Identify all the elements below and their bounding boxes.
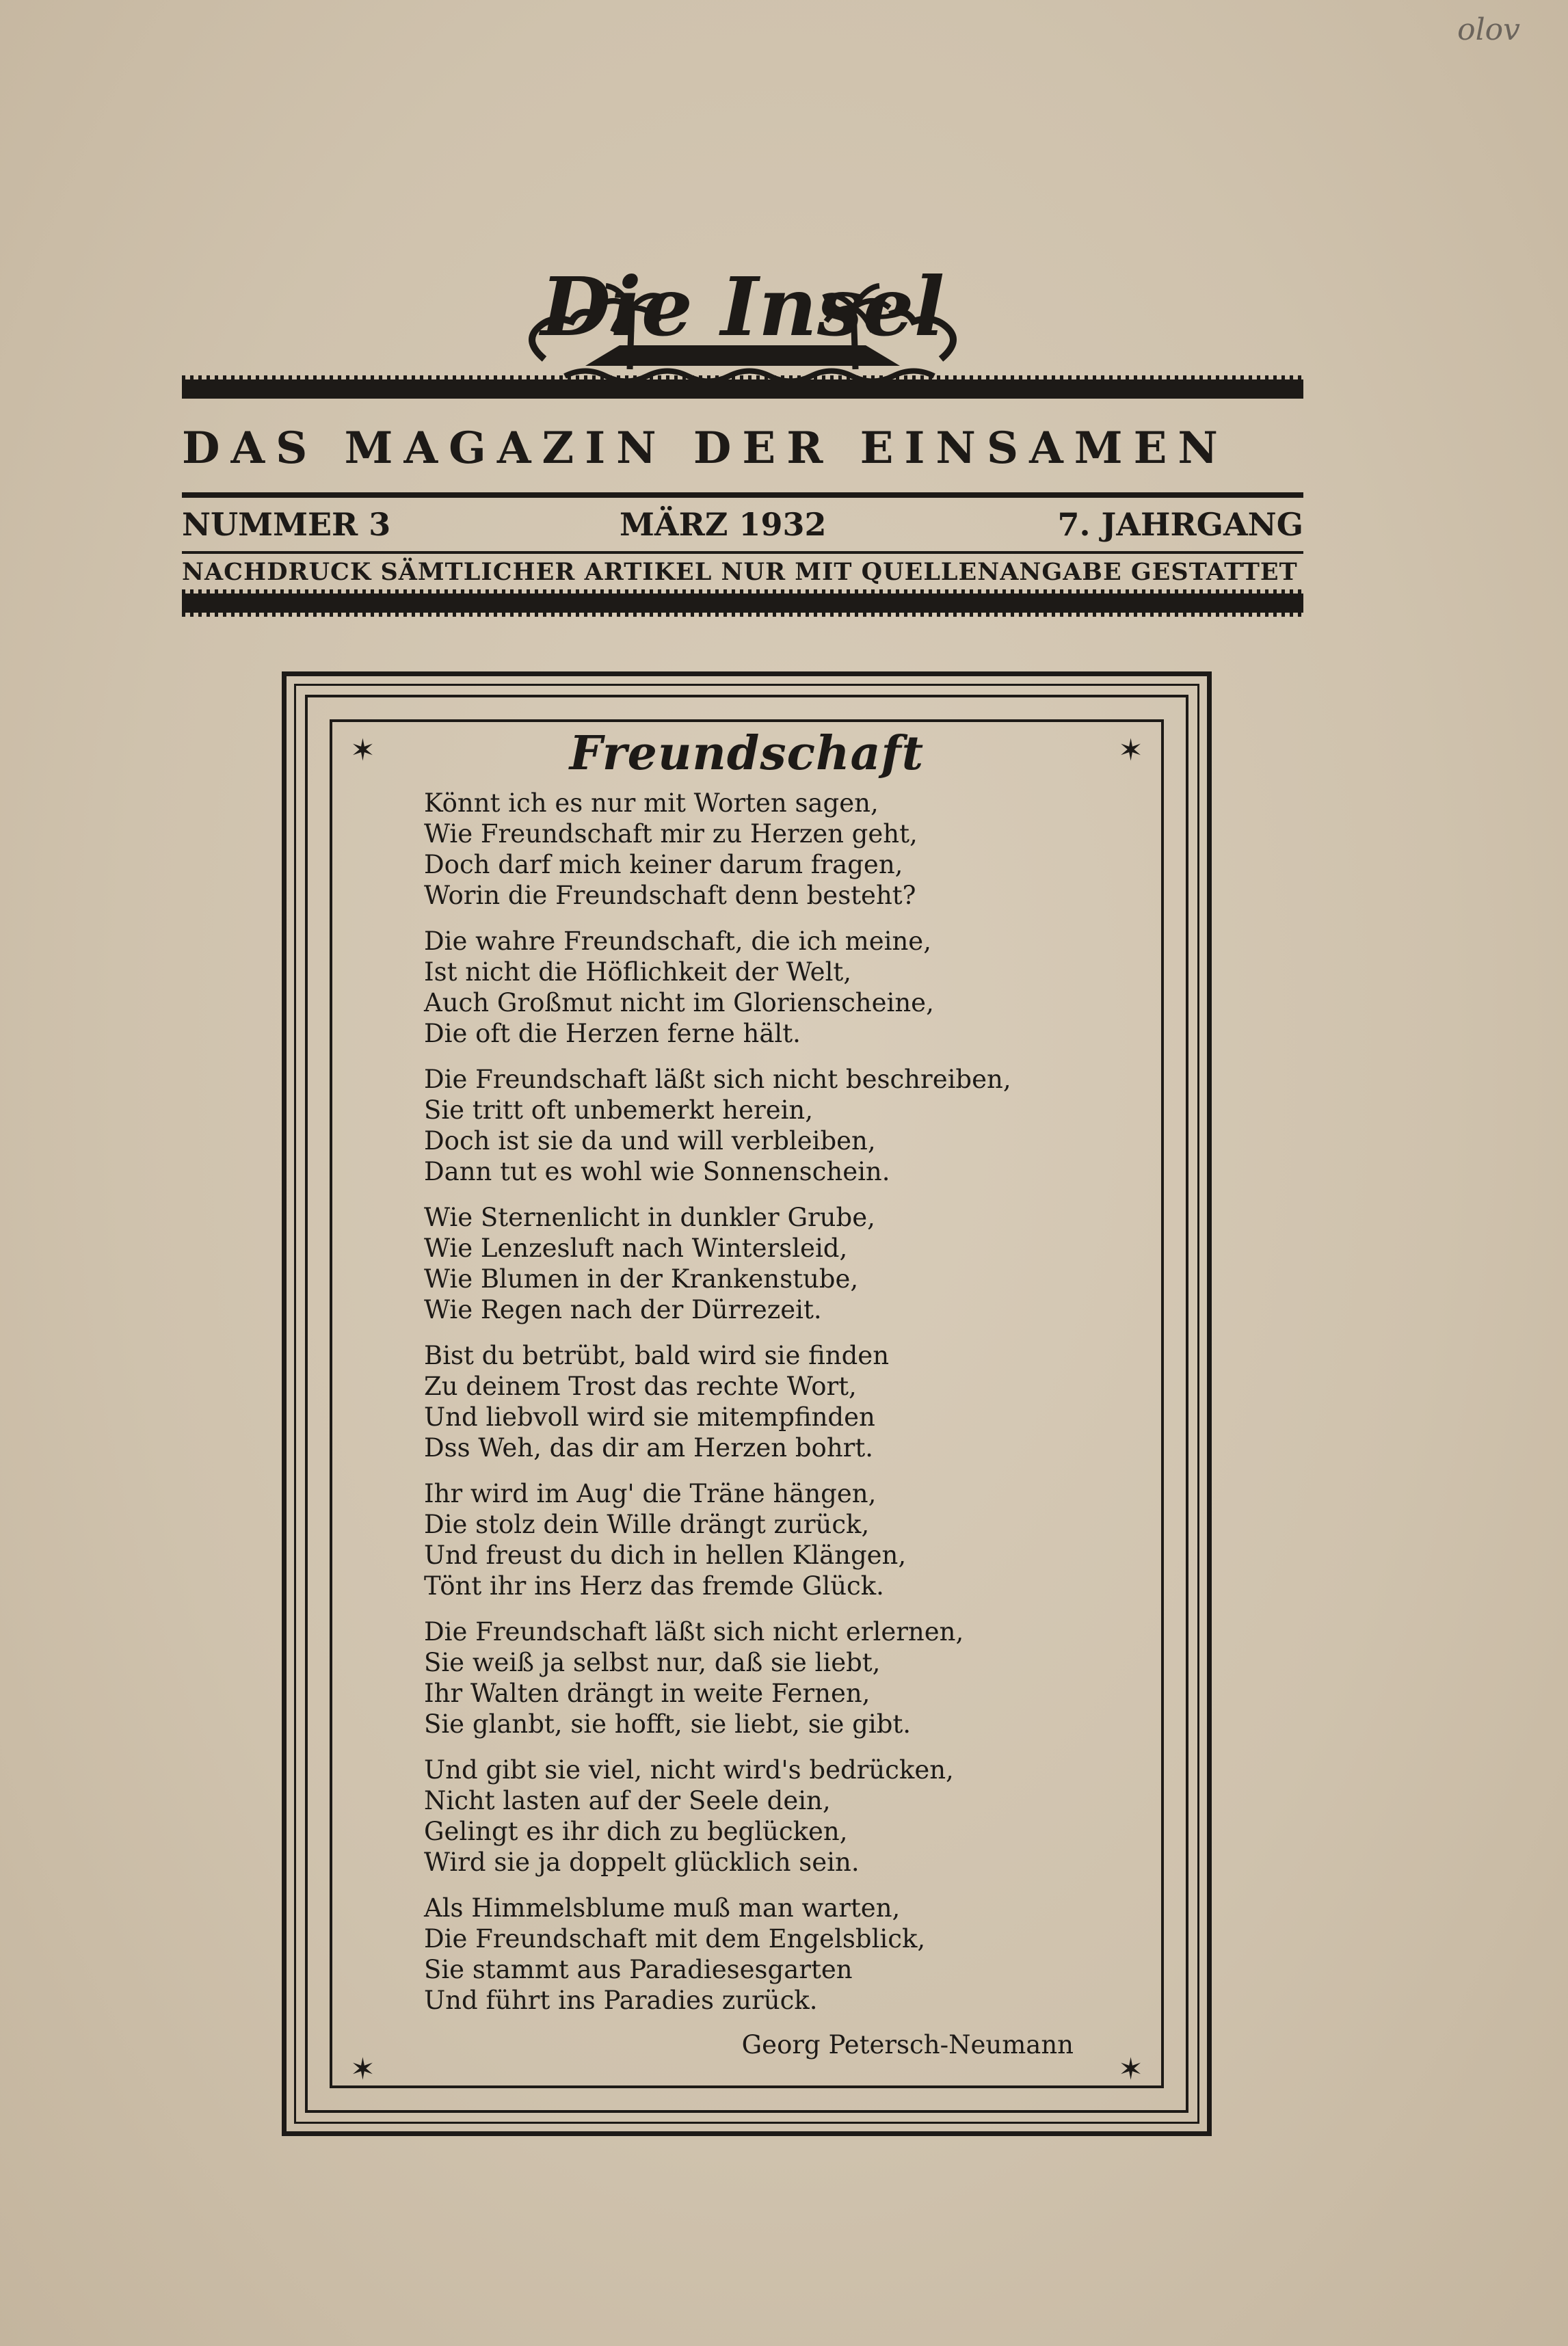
poem-line: Die Freundschaft mit dem Engelsblick, <box>424 1924 926 1954</box>
poem-line: Ihr Walten drängt in weite Fernen, <box>424 1679 871 1708</box>
poem-line: Und gibt sie viel, nicht wird's bedrücken, <box>424 1755 954 1785</box>
stanza <box>424 1616 1108 1739</box>
poem-line: Die oft die Herzen ferne hält. <box>424 1019 801 1048</box>
poem-line: Dss Weh, das dir am Herzen bohrt. <box>424 1433 873 1463</box>
poem-line: Wie Lenzesluft nach Wintersleid, <box>424 1234 848 1263</box>
poem-line: Die wahre Freundschaft, die ich meine, <box>424 927 931 956</box>
poem-line: Die stolz dein Wille drängt zurück, <box>424 1510 870 1539</box>
poem-line: Ihr wird im Aug' die Träne hängen, <box>424 1479 877 1508</box>
star-ornament-icon: ✶ <box>1118 2052 1143 2087</box>
stanza <box>424 1064 1108 1187</box>
stanza <box>424 926 1108 1049</box>
poem-line: Bist du betrübt, bald wird sie finden <box>424 1341 890 1370</box>
stanza <box>424 1893 1108 2016</box>
poem-line: Nicht lasten auf der Seele dein, <box>424 1786 831 1815</box>
poem-author: Georg Petersch-Neumann <box>741 2030 1074 2060</box>
poem-line: Dann tut es wohl wie Sonnenschein. <box>424 1157 890 1186</box>
poem-line: Und liebvoll wird sie mitempfinden <box>424 1402 875 1432</box>
poem-line: Wie Regen nach der Dürrezeit. <box>424 1295 822 1324</box>
poem-line: Und freust du dich in hellen Klängen, <box>424 1541 907 1570</box>
poem-line: Wie Blumen in der Krankenstube, <box>424 1264 859 1294</box>
poem-line: Ist nicht die Höflichkeit der Welt, <box>424 957 852 987</box>
stanza <box>424 1340 1108 1463</box>
poem-line: Als Himmelsblume muß man warten, <box>424 1893 901 1923</box>
poem-body <box>424 788 1108 2031</box>
volume: 7. JAHRGANG <box>1057 506 1303 543</box>
poem-line: Sie weiß ja selbst nur, daß sie liebt, <box>424 1648 881 1677</box>
star-ornament-icon: ✶ <box>350 733 375 768</box>
stanza <box>424 1202 1108 1325</box>
poem-line: Doch ist sie da und will verbleiben, <box>424 1126 876 1156</box>
poem-line: Sie stammt aus Paradiesesgarten <box>424 1955 853 1984</box>
poem-line: Wie Freundschaft mir zu Herzen geht, <box>424 819 918 849</box>
poem-line: Zu deinem Trost das rechte Wort, <box>424 1372 857 1401</box>
issue-line <box>182 506 1303 547</box>
die-insel-logo <box>483 205 1002 390</box>
masthead <box>182 205 1303 629</box>
poem-line: Auch Großmut nicht im Glorienscheine, <box>424 988 934 1017</box>
poem-line: Worin die Freundschaft denn besteht? <box>424 881 916 910</box>
poem-line: Doch darf mich keiner darum fragen, <box>424 850 903 879</box>
poem-line: Könnt ich es nur mit Worten sagen, <box>424 788 879 818</box>
masthead-top-bar <box>182 379 1303 399</box>
poem-line: Tönt ihr ins Herz das fremde Glück. <box>424 1571 884 1601</box>
logo-lettering: Die Insel <box>540 259 945 354</box>
issue-date: MÄRZ 1932 <box>620 506 827 543</box>
poem-line: Wie Sternenlicht in dunkler Grube, <box>424 1203 875 1232</box>
poem-line: Gelingt es ihr dich zu beglücken, <box>424 1817 848 1846</box>
poem-frame <box>282 671 1212 2136</box>
poem-line: Sie glanbt, sie hofft, sie liebt, sie gibt. <box>424 1709 912 1739</box>
issue-number: NUMMER 3 <box>182 506 391 543</box>
handwritten-note: olov <box>1457 12 1520 47</box>
stanza <box>424 788 1108 911</box>
star-ornament-icon: ✶ <box>1118 733 1143 768</box>
stanza <box>424 1755 1108 1878</box>
title-rule <box>182 492 1303 498</box>
stanza <box>424 1478 1108 1601</box>
star-ornament-icon: ✶ <box>350 2052 375 2087</box>
poem-title: Freundschaft <box>569 726 925 781</box>
masthead-bottom-bar <box>182 594 1303 613</box>
poem-line: Sie tritt oft unbemerkt herein, <box>424 1095 814 1125</box>
magazine-title: DAS MAGAZIN DER EINSAMEN <box>182 423 1229 474</box>
reprint-notice: NACHDRUCK SÄMTLICHER ARTIKEL NUR MIT QUELLENANGABE GESTATTET <box>182 558 1298 586</box>
poem-line: Und führt ins Paradies zurück. <box>424 1986 818 2015</box>
poem-line: Wird sie ja doppelt glücklich sein. <box>424 1848 860 1877</box>
poem-line: Die Freundschaft läßt sich nicht erlernen, <box>424 1617 964 1647</box>
poem-line: Die Freundschaft läßt sich nicht beschreiben, <box>424 1065 1011 1094</box>
issue-rule <box>182 551 1303 554</box>
